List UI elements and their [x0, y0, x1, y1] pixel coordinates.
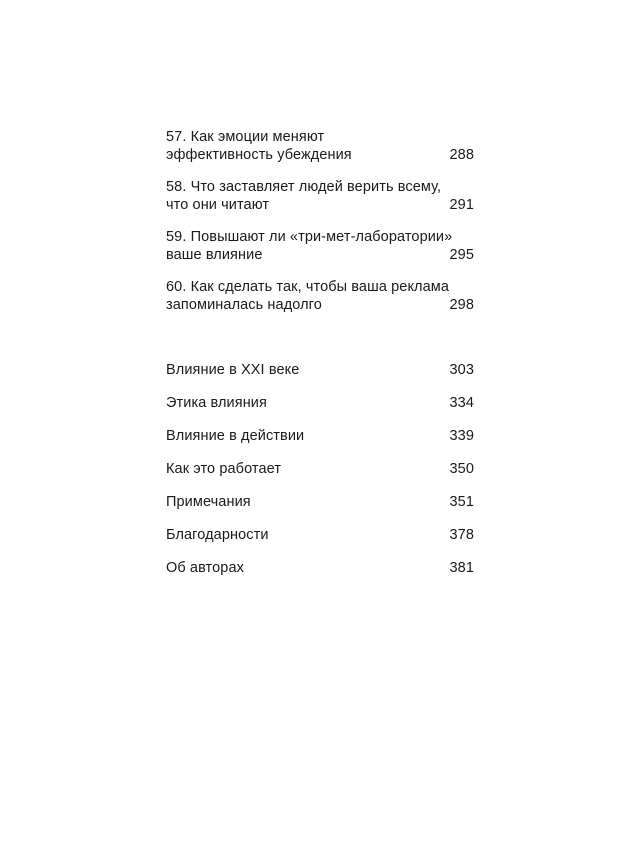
toc-entry-page-number: 378 — [449, 527, 474, 543]
toc-entry-ethics-of-influence[interactable] — [166, 394, 474, 412]
toc-entry-title-line: ваше влияние — [166, 247, 263, 263]
toc-entry-chapter-59[interactable] — [166, 228, 474, 264]
toc-entry-title-line: 57. Как эмоции меняют — [166, 129, 325, 145]
toc-entry-title: Об авторах — [166, 560, 244, 576]
toc-chapter-list — [166, 128, 474, 328]
toc-entry-how-it-works[interactable] — [166, 460, 474, 478]
toc-entry-chapter-57[interactable] — [166, 128, 474, 164]
toc-entry-title: Влияние в XXI веке — [166, 362, 300, 378]
toc-entry-title-line: 58. Что заставляет людей верить всему, — [166, 179, 442, 195]
toc-entry-title-line: что они читают — [166, 197, 270, 213]
toc-entry-title: Влияние в действии — [166, 428, 305, 444]
toc-entry-influence-21st-century[interactable] — [166, 361, 474, 379]
toc-entry-about-authors[interactable] — [166, 559, 474, 577]
toc-entry-page-number: 351 — [449, 494, 474, 510]
toc-entry-page-number: 288 — [449, 147, 474, 163]
toc-entry-page-number: 339 — [449, 428, 474, 444]
toc-entry-title-line: 59. Повышают ли «три-мет-лаборатории» — [166, 229, 453, 245]
toc-entry-title: Как это работает — [166, 461, 282, 477]
toc-back-matter-list — [166, 361, 474, 592]
toc-entry-title: Примечания — [166, 494, 251, 510]
toc-entry-title-line: запоминалась надолго — [166, 297, 322, 313]
toc-entry-chapter-58[interactable] — [166, 178, 474, 214]
toc-entry-page-number: 298 — [449, 297, 474, 313]
toc-entry-title-line: эффективность убеждения — [166, 147, 352, 163]
toc-entry-notes[interactable] — [166, 493, 474, 511]
toc-entry-title: Благодарности — [166, 527, 269, 543]
toc-entry-influence-in-action[interactable] — [166, 427, 474, 445]
toc-entry-title-line: 60. Как сделать так, чтобы ваша реклама — [166, 279, 450, 295]
toc-entry-page-number: 350 — [449, 461, 474, 477]
toc-entry-acknowledgments[interactable] — [166, 526, 474, 544]
toc-entry-page-number: 295 — [449, 247, 474, 263]
toc-entry-chapter-60[interactable] — [166, 278, 474, 314]
toc-entry-page-number: 381 — [449, 560, 474, 576]
toc-entry-page-number: 291 — [449, 197, 474, 213]
toc-entry-page-number: 334 — [449, 395, 474, 411]
toc-entry-page-number: 303 — [449, 362, 474, 378]
toc-entry-title: Этика влияния — [166, 395, 267, 411]
